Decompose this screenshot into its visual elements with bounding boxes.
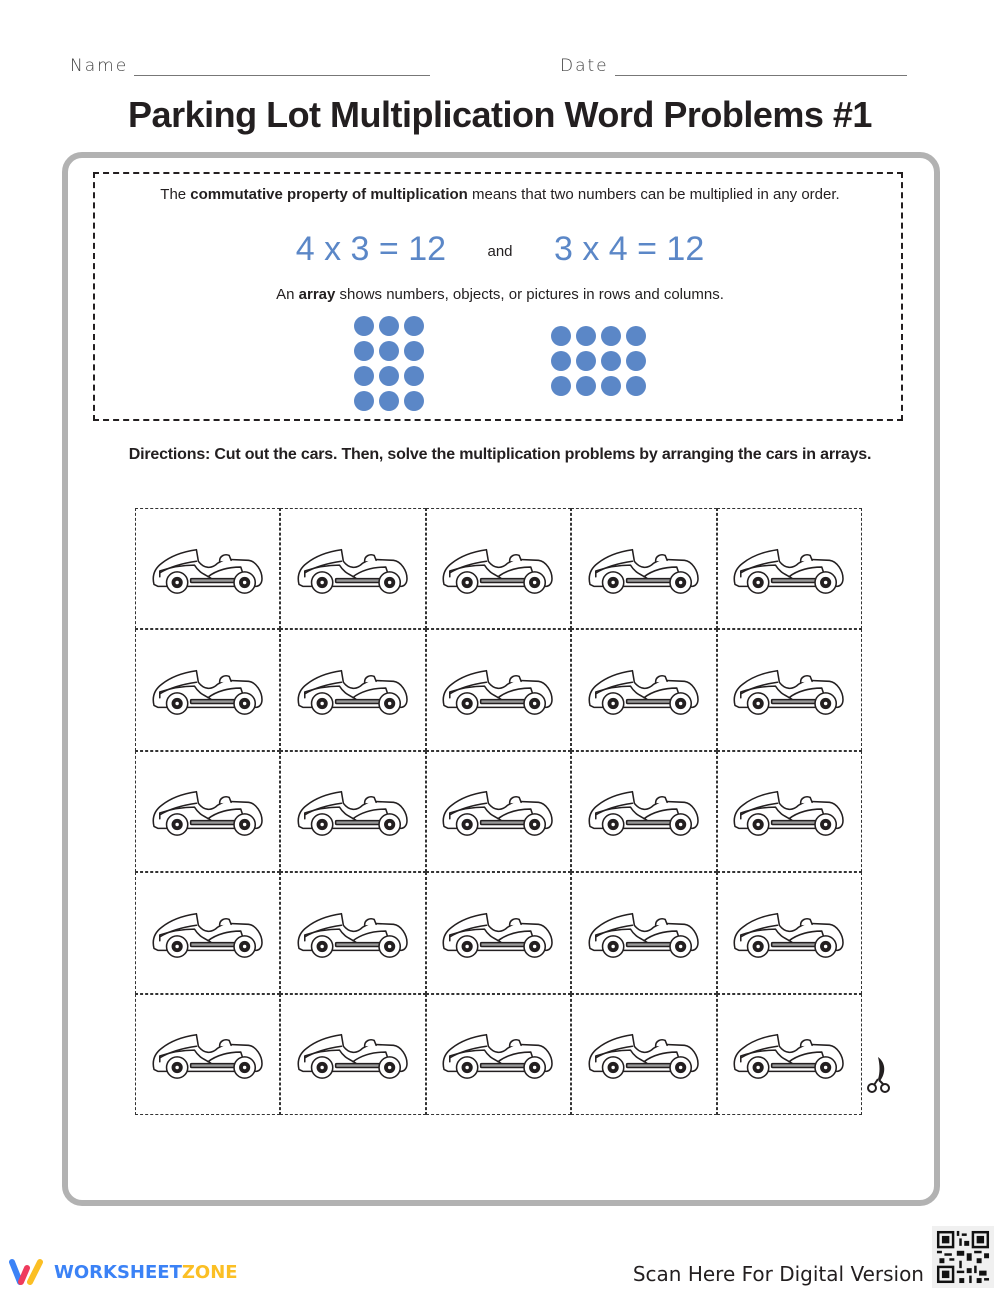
- car-cutout-card[interactable]: [717, 751, 862, 872]
- array-dot: [354, 341, 374, 361]
- name-date-row: [70, 56, 930, 80]
- dot-array-3x4: [551, 326, 646, 396]
- array-dot: [404, 316, 424, 336]
- array-dot: [354, 366, 374, 386]
- car-cutout-card[interactable]: [426, 629, 571, 750]
- car-cutout-card[interactable]: [135, 994, 280, 1115]
- array-dot: [379, 341, 399, 361]
- car-cutout-card[interactable]: [135, 508, 280, 629]
- car-cutout-card[interactable]: [426, 872, 571, 993]
- equation-right: 3 x 4 = 12: [553, 230, 705, 268]
- equations: [0, 230, 1000, 269]
- race-car-icon: [730, 906, 848, 960]
- scissors-icon: [866, 1055, 892, 1095]
- array-dot: [379, 391, 399, 411]
- race-car-icon: [439, 1027, 557, 1081]
- car-cutout-card[interactable]: [426, 508, 571, 629]
- array-term: array: [298, 286, 336, 303]
- car-cutout-card[interactable]: [280, 751, 425, 872]
- equation-left: 4 x 3 = 12: [295, 230, 447, 268]
- commutative-definition: [0, 186, 1000, 203]
- race-car-icon: [149, 663, 267, 717]
- array-dot: [576, 326, 596, 346]
- array-dot: [379, 366, 399, 386]
- car-cutout-card[interactable]: [571, 872, 716, 993]
- equation-joiner: and: [487, 242, 513, 260]
- race-car-icon: [149, 1027, 267, 1081]
- car-cutout-card[interactable]: [135, 872, 280, 993]
- array-text-pre: An: [276, 286, 299, 303]
- car-cutout-card[interactable]: [571, 751, 716, 872]
- race-car-icon: [585, 1027, 703, 1081]
- qr-code-icon[interactable]: [932, 1226, 994, 1288]
- race-car-icon: [439, 663, 557, 717]
- car-cutout-card[interactable]: [426, 994, 571, 1115]
- car-cutout-grid: [135, 508, 862, 1115]
- race-car-icon: [149, 906, 267, 960]
- car-cutout-card[interactable]: [135, 751, 280, 872]
- race-car-icon: [730, 663, 848, 717]
- brand-name: [54, 1262, 238, 1283]
- race-car-icon: [439, 784, 557, 838]
- race-car-icon: [585, 542, 703, 596]
- date-field[interactable]: [560, 56, 907, 76]
- definition-text-post: means that two numbers can be multiplied in any order.: [467, 186, 840, 203]
- date-label: Date: [560, 56, 609, 76]
- race-car-icon: [149, 542, 267, 596]
- array-dot: [626, 376, 646, 396]
- array-dot: [601, 326, 621, 346]
- brand-part-worksheet: WORKSHEET: [54, 1261, 182, 1283]
- date-line[interactable]: [615, 59, 907, 76]
- car-cutout-card[interactable]: [717, 872, 862, 993]
- worksheet-zone-logo[interactable]: [8, 1258, 238, 1286]
- car-cutout-card[interactable]: [280, 508, 425, 629]
- array-text-post: shows numbers, objects, or pictures in rows and columns.: [335, 286, 724, 303]
- brand-part-zone: ZONE: [181, 1261, 238, 1283]
- race-car-icon: [439, 906, 557, 960]
- car-cutout-card[interactable]: [571, 629, 716, 750]
- dot-array-4x3: [354, 316, 424, 411]
- array-dot: [601, 376, 621, 396]
- race-car-icon: [730, 784, 848, 838]
- name-field[interactable]: [70, 56, 430, 76]
- array-dot: [404, 391, 424, 411]
- race-car-icon: [149, 784, 267, 838]
- race-car-icon: [294, 906, 412, 960]
- scan-digital-text: Scan Here For Digital Version: [632, 1262, 924, 1286]
- array-dot: [551, 351, 571, 371]
- race-car-icon: [730, 542, 848, 596]
- race-car-icon: [585, 906, 703, 960]
- car-cutout-card[interactable]: [280, 872, 425, 993]
- array-dot: [551, 376, 571, 396]
- race-car-icon: [294, 542, 412, 596]
- race-car-icon: [730, 1027, 848, 1081]
- logo-mark-icon: [8, 1258, 48, 1286]
- car-cutout-card[interactable]: [717, 994, 862, 1115]
- array-definition: [0, 286, 1000, 303]
- race-car-icon: [294, 1027, 412, 1081]
- definition-term: commutative property of multiplication: [190, 186, 468, 203]
- car-cutout-card[interactable]: [717, 508, 862, 629]
- car-cutout-card[interactable]: [280, 994, 425, 1115]
- array-dot: [626, 326, 646, 346]
- page-title: Parking Lot Multiplication Word Problems #1: [128, 94, 872, 135]
- array-dot: [601, 351, 621, 371]
- array-dot: [576, 376, 596, 396]
- race-car-icon: [294, 784, 412, 838]
- car-cutout-card[interactable]: [426, 751, 571, 872]
- array-dot: [354, 316, 374, 336]
- array-dot: [404, 341, 424, 361]
- array-dot: [354, 391, 374, 411]
- race-car-icon: [294, 663, 412, 717]
- car-cutout-card[interactable]: [571, 994, 716, 1115]
- car-cutout-card[interactable]: [571, 508, 716, 629]
- array-dot: [379, 316, 399, 336]
- array-dot: [551, 326, 571, 346]
- name-line[interactable]: [134, 59, 430, 76]
- car-cutout-card[interactable]: [280, 629, 425, 750]
- array-dot: [404, 366, 424, 386]
- definition-text-pre: The: [160, 186, 191, 203]
- directions-text: Directions: Cut out the cars. Then, solve the multiplication problems by arranging the cars in arrays.: [128, 446, 872, 463]
- race-car-icon: [439, 542, 557, 596]
- array-dot: [626, 351, 646, 371]
- array-dot: [576, 351, 596, 371]
- name-label: Name: [70, 56, 129, 76]
- car-cutout-card[interactable]: [135, 629, 280, 750]
- car-cutout-card[interactable]: [717, 629, 862, 750]
- race-car-icon: [585, 784, 703, 838]
- race-car-icon: [585, 663, 703, 717]
